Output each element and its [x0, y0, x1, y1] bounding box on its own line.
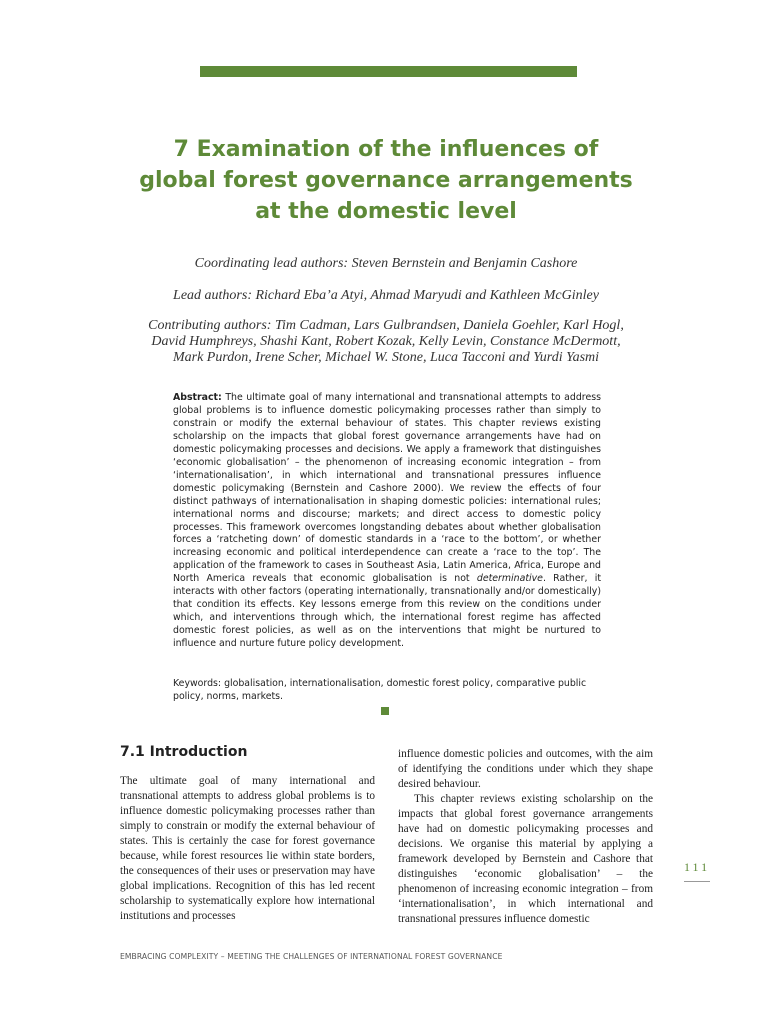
section-divider-square [381, 707, 389, 715]
right-column-paragraph-1: influence domestic policies and outcomes, with the aim of identifying the conditions under which they shape desired behaviour. [398, 748, 653, 790]
abstract [173, 392, 601, 651]
page-number-rule [684, 881, 710, 882]
lead-authors: Lead authors: Richard Eba’a Atyi, Ahmad Maryudi and Kathleen McGinley [173, 288, 599, 303]
abstract-text-part-1: The ultimate goal of many international and transnational attempts to address global problems is to influence domestic policymaking processes rather than simply to constrain or modify the external behaviour of states. This chapter reviews existing scholarship on the impacts that global forest governance arrangements have had on domestic policymaking processes and decisions. We apply a framework that distinguishes ‘economic globalisation’ – the phenomenon of increasing economic integration – from ‘internationalisation’, in which international and transnational pressures influence domestic policymaking (Bernstein and Cashore 2000). We review the effects of four distinct pathways of internationalisation in shaping domestic policies: international rules; international norms and discourse; markets; and direct access to domestic policy processes. This framework overcomes longstanding debates about whether globalisation forces a ‘ratcheting down’ of domestic standards in a ‘race to the bottom’, or whether increasing economic and political interdependence can create a ‘race to the top’. The application of the framework to cases in Southeast Asia, Latin America, Africa, Europe and North America reveals that economic globalisation is not [173, 392, 601, 585]
chapter-title [100, 134, 672, 227]
chapter-title-line-2: global forest governance arrangements [139, 168, 633, 193]
abstract-text-part-2: . Rather, it interacts with other factors (operating internationally, transnationally and/or domestically) that condition its effects. Key lessons emerge from this review on the conditions under which, and interventions through which, the international forest regime has affected domestic forest policies, as well as on the interventions that might be nurtured to influence and nurture future policy development. [173, 573, 602, 650]
chapter-title-line-1: 7 Examination of the influences of [173, 137, 599, 162]
left-column-paragraph: The ultimate goal of many international and transnational attempts to address global problems is to influence domestic policymaking processes rather than simply to constrain or modify the external behaviour of states. This is certainly the case for forest governance because, while forest resources lie within state borders, the consequences of their uses or preservation may have global implications. Recognition of this has led recent scholarship to systematically explore how international institutions and processes [120, 775, 375, 922]
section-heading: 7.1 Introduction [120, 744, 248, 760]
contributing-authors [110, 318, 662, 366]
decorative-top-bar [200, 66, 577, 77]
chapter-title-line-3: at the domestic level [255, 199, 517, 224]
running-footer: EMBRACING COMPLEXITY – MEETING THE CHALLENGES OF INTERNATIONAL FOREST GOVERNANCE [120, 952, 503, 961]
coordinating-lead-authors: Coordinating lead authors: Steven Bernstein and Benjamin Cashore [194, 256, 578, 271]
abstract-emphasis: determinative [476, 573, 543, 585]
contributing-authors-line-1: Contributing authors: Tim Cadman, Lars Gulbrandsen, Daniela Goehler, Karl Hogl, [148, 318, 624, 333]
contributing-authors-line-3: Mark Purdon, Irene Scher, Michael W. Stone, Luca Tacconi and Yurdi Yasmi [172, 350, 600, 365]
right-column-paragraph-2: This chapter reviews existing scholarship on the impacts that global forest governance arrangements have had on domestic policymaking processes and decisions. We organise this material by applying a framework developed by Bernstein and Cashore that distinguishes ‘economic globalisation’ – the phenomenon of increasing economic integration – from ‘internationalisation’, in which international and transnational pressures influence domestic [398, 793, 653, 925]
keywords: Keywords: globalisation, internationalisation, domestic forest policy, comparative public policy, norms, markets. [173, 678, 587, 702]
contributing-authors-line-2: David Humphreys, Shashi Kant, Robert Kozak, Kelly Levin, Constance McDermott, [151, 334, 621, 349]
page-number: 111 [684, 860, 711, 874]
body-column-left [120, 774, 375, 924]
abstract-label: Abstract: [173, 392, 222, 403]
body-column-right [398, 747, 653, 927]
